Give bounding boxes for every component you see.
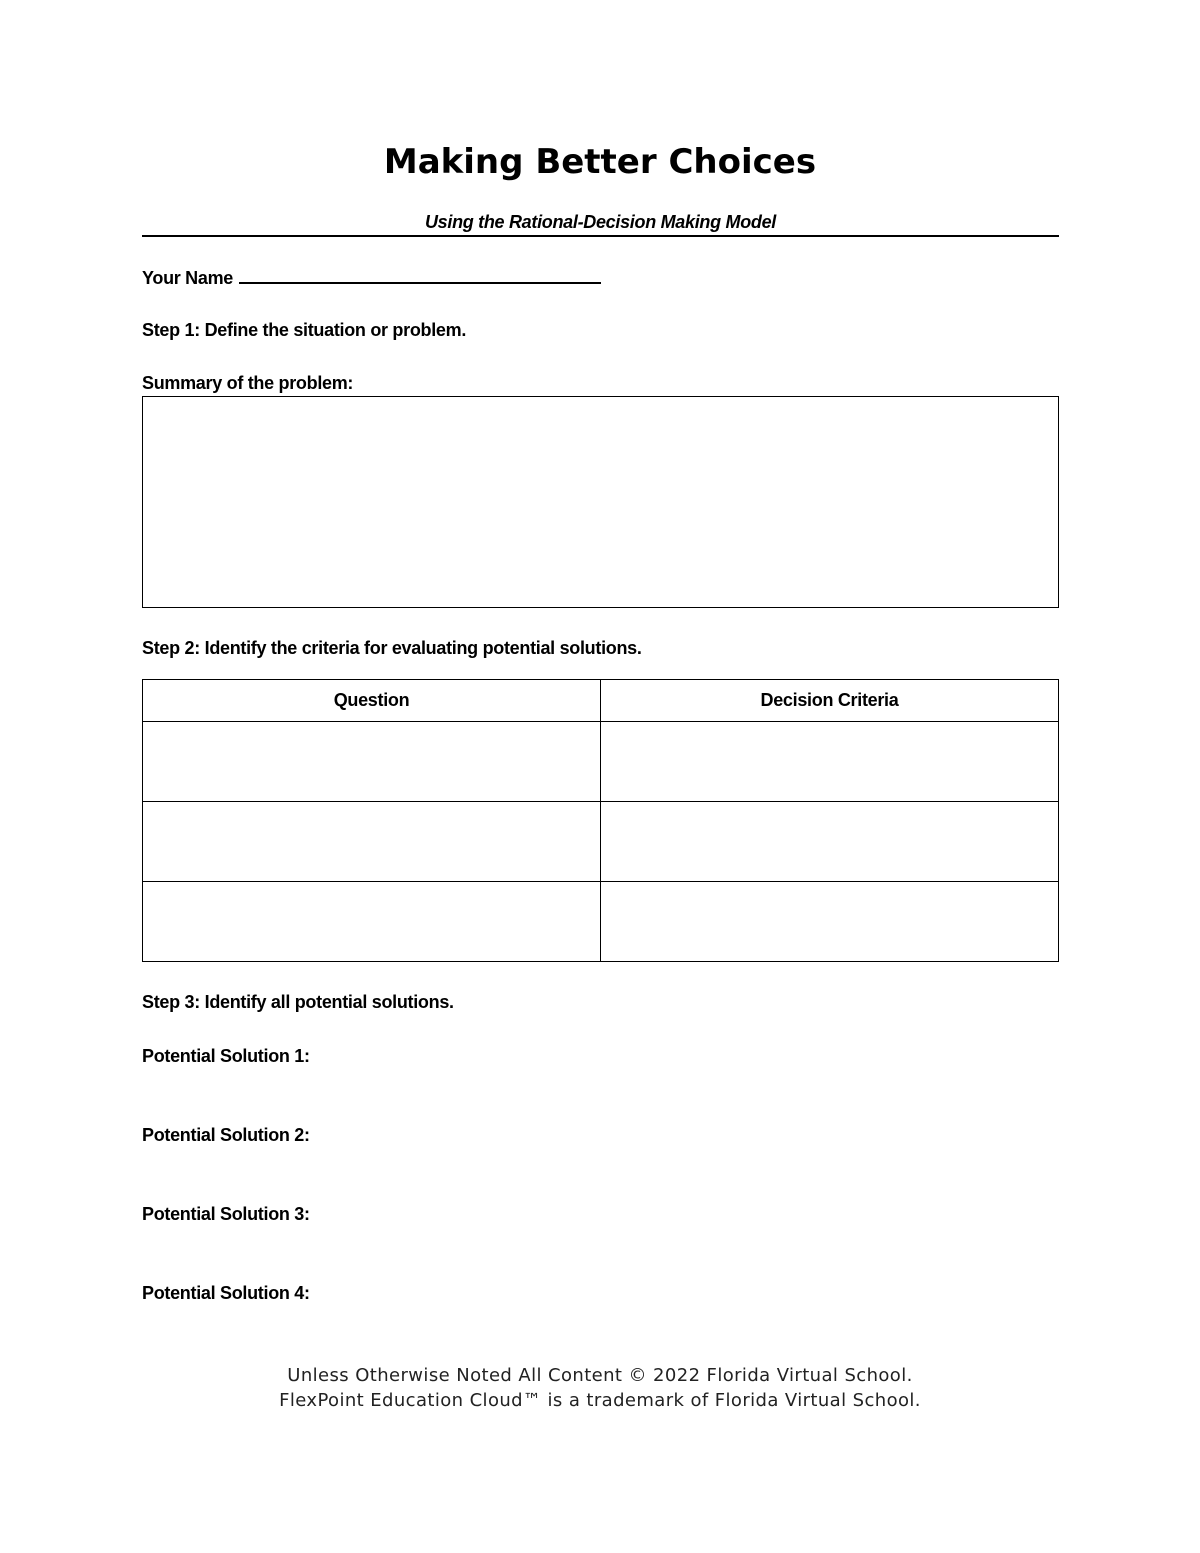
copyright-line: Unless Otherwise Noted All Content © 2022 Florida Virtual School. [287, 1365, 913, 1386]
potential-solution-4-label: Potential Solution 4: [142, 1283, 310, 1303]
name-label: Your Name [142, 268, 233, 288]
potential-solution-2-label: Potential Solution 2: [142, 1125, 310, 1145]
name-field[interactable] [142, 266, 601, 290]
criteria-cell[interactable] [601, 882, 1059, 962]
criteria-cell[interactable] [601, 802, 1059, 882]
copyright-footer [0, 1363, 1200, 1413]
title-divider [142, 235, 1059, 237]
table-row [143, 882, 1059, 962]
table-row [143, 722, 1059, 802]
step1-heading: Step 1: Define the situation or problem. [142, 320, 467, 340]
table-header-row [143, 680, 1059, 722]
column-header-question: Question [143, 680, 601, 722]
criteria-cell[interactable] [601, 722, 1059, 802]
potential-solution-3-label: Potential Solution 3: [142, 1204, 310, 1224]
summary-label: Summary of the problem: [142, 373, 354, 393]
criteria-table [142, 679, 1059, 962]
question-cell[interactable] [143, 802, 601, 882]
name-blank-line[interactable] [239, 266, 601, 284]
table-row [143, 802, 1059, 882]
question-cell[interactable] [143, 722, 601, 802]
document-subtitle: Using the Rational-Decision Making Model [424, 212, 777, 232]
step3-heading: Step 3: Identify all potential solutions. [142, 992, 454, 1012]
potential-solution-1-label: Potential Solution 1: [142, 1046, 310, 1066]
step2-heading: Step 2: Identify the criteria for evaluating potential solutions. [142, 638, 642, 658]
question-cell[interactable] [143, 882, 601, 962]
trademark-line: FlexPoint Education Cloud™ is a trademark of Florida Virtual School. [279, 1390, 921, 1411]
document-title: Making Better Choices [383, 142, 817, 182]
column-header-decision-criteria: Decision Criteria [601, 680, 1059, 722]
summary-textbox[interactable] [142, 396, 1059, 608]
